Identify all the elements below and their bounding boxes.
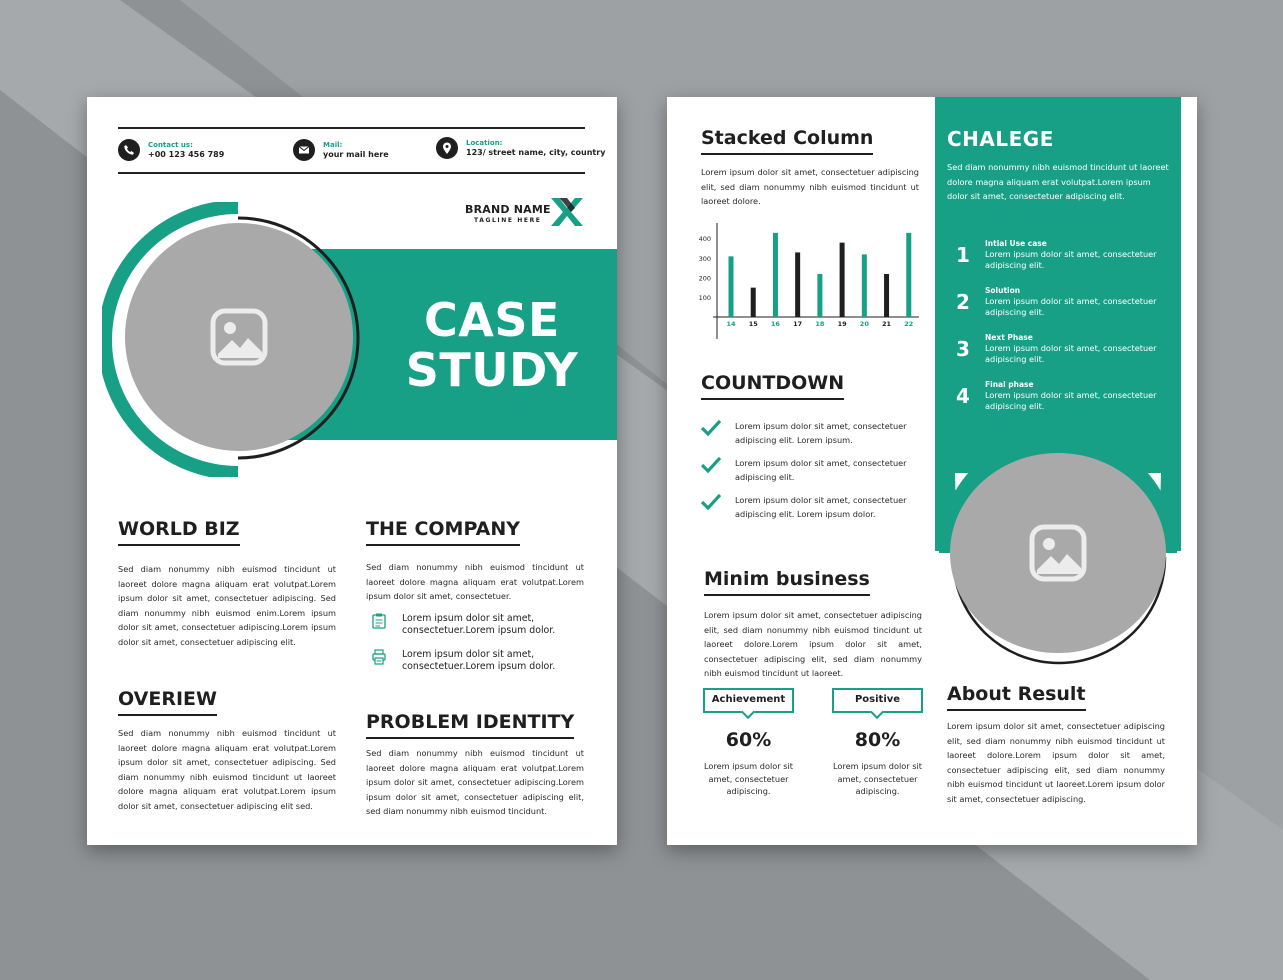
x-tick-label: 21 (882, 320, 892, 328)
step-1-title: Intial Use case (985, 239, 1047, 248)
bar (884, 274, 889, 317)
step-1-line1: Lorem ipsum dolor sit amet, consectetuer (985, 249, 1157, 259)
bar (840, 243, 845, 317)
company-bullet-1-line2: consectetuer.Lorem ipsum dolor. (402, 625, 556, 636)
company-bullet-2-line2: consectetuer.Lorem ipsum dolor. (402, 661, 556, 672)
hero-title-line2: STUDY (405, 343, 579, 397)
challenge-title: CHALEGE (947, 127, 1054, 151)
countdown-item-2-line2: adipiscing elit. (735, 472, 795, 482)
overview-text: Sed diam nonummy nibh euismod tincidunt ut laoreet dolore magna aliquam erat volutpat.Lorem ipsum dolor sit amet, consectetuer adipiscing. Sed diam nonummy nibh euismod tincidunt ut laoreet dolore magna aliquam erat volutpat.Lorem ipsum dolor sit amet, consectetuer adipiscing elit sed. (118, 728, 336, 811)
achievement-value: 60% (725, 729, 772, 751)
the-company-title: THE COMPANY (366, 518, 520, 546)
company-bullet-2-line1: Lorem ipsum dolor sit amet, (402, 649, 535, 660)
step-2-line2: adipiscing elit. (985, 306, 1045, 317)
countdown-item-1-line2: adipiscing elit. Lorem ipsum. (735, 435, 853, 445)
contact-mail-label: Mail: (323, 140, 343, 149)
countdown-item-3-line2: adipiscing elit. Lorem ipsum dolor. (735, 509, 876, 519)
step-1-number: 1 (956, 243, 970, 267)
x-tick-label: 16 (770, 320, 780, 328)
x-tick-label: 14 (726, 320, 736, 328)
challenge-text: Sed diam nonummy nibh euismod tincidunt ut laoreet dolore magna aliquam erat volutpat.Lorem ipsum dolor sit amet, consectetuer adipiscing elit. (947, 162, 1169, 201)
step-3-title: Next Phase (985, 333, 1033, 342)
bar (795, 252, 800, 317)
achievement-desc-line1: Lorem ipsum dolor sit (704, 761, 793, 771)
countdown-item-3-line1: Lorem ipsum dolor sit amet, consectetuer (735, 495, 907, 505)
x-tick-label: 20 (859, 320, 869, 328)
header-top-rule (118, 127, 585, 129)
minim-business-text: Lorem ipsum dolor sit amet, consectetuer adipiscing elit, sed diam nonummy nibh euismod tincidunt ut laoreet dolore.Lorem ipsum dolor sit amet, consectetuer adipiscing elit, sed diam nonummy nibh euismod tincidunt ut laoreet. (704, 610, 922, 678)
positive-value: 80% (854, 729, 901, 751)
step-1-text (985, 249, 1157, 270)
positive-desc-line3: adipiscing. (855, 786, 900, 796)
positive-desc-line2: amet, consectetuer (837, 773, 918, 784)
bar (862, 254, 867, 317)
countdown-item-1 (701, 419, 921, 447)
hero-title-line1: CASE (424, 293, 560, 347)
world-biz-text: Sed diam nonummy nibh euismod tincidunt ut laoreet dolore magna aliquam erat volutpat.Lorem ipsum dolor sit amet, consectetuer adipiscing. Sed diam nonummy nibh euismod enim.Lorem ipsum dolor sit amet, consectetuer adipiscing.Lorem ipsum dolor sit amet, consectetuer adipiscing elit. (118, 564, 336, 647)
positive-desc-line1: Lorem ipsum dolor sit (833, 761, 922, 771)
brochure-front-page (87, 97, 617, 845)
y-tick-label: 400 (698, 235, 711, 244)
brand-logo-icon (549, 196, 585, 228)
check-icon (701, 456, 721, 474)
contact-phone-value: +00 123 456 789 (148, 149, 225, 159)
x-tick-label: 19 (837, 320, 847, 328)
countdown-item-2 (701, 456, 921, 484)
countdown-item-1-line1: Lorem ipsum dolor sit amet, consectetuer (735, 421, 907, 431)
contact-location-value: 123/ street name, city, country (466, 147, 606, 157)
achievement-desc-line2: amet, consectetuer (708, 773, 789, 784)
step-2-number: 2 (956, 290, 970, 314)
phone-icon (118, 139, 140, 161)
bar-chart (695, 223, 927, 341)
company-bullet-1-line1: Lorem ipsum dolor sit amet, (402, 613, 535, 624)
company-bullet-2 (372, 649, 555, 673)
about-result-text: Lorem ipsum dolor sit amet, consectetuer adipiscing elit, sed diam nonummy nibh euismod tincidunt ut laoreet dolore.Lorem ipsum dolor sit amet, consectetuer adipiscing elit, sed diam nonummy nibh euismod tincidunt ut laoreet.Lorem ipsum dolor sit amet, consectetuer adipiscing. (947, 721, 1165, 804)
step-2-line1: Lorem ipsum dolor sit amet, consectetuer (985, 296, 1157, 306)
step-2-title: Solution (985, 286, 1021, 295)
x-tick-label: 22 (904, 320, 914, 328)
bar (751, 288, 756, 317)
contact-location-label: Location: (466, 138, 503, 147)
contact-mail (293, 139, 389, 161)
step-4-line2: adipiscing elit. (985, 400, 1045, 411)
location-pin-icon (436, 137, 458, 159)
stacked-column-text: Lorem ipsum dolor sit amet, consectetuer adipiscing elit, sed diam nonummy nibh euismod tincidunt ut laoreet dolore. (701, 167, 919, 206)
brochure-back-page (667, 97, 1197, 845)
x-tick-label: 17 (793, 320, 803, 328)
printer-icon (372, 649, 386, 665)
contact-location (436, 137, 605, 159)
bar (773, 233, 778, 317)
minim-business-title: Minim business (704, 568, 870, 596)
bar (906, 233, 911, 317)
check-icon (701, 419, 721, 437)
challenge-panel (935, 97, 1181, 473)
positive-label: Positive (832, 688, 923, 713)
check-icon (701, 493, 721, 511)
image-placeholder-icon (210, 308, 268, 366)
achievement-desc-line3: adipiscing. (726, 786, 771, 796)
achievement-label: Achievement (703, 688, 794, 713)
step-4-line1: Lorem ipsum dolor sit amet, consectetuer (985, 390, 1157, 400)
step-2-text (985, 296, 1157, 317)
step-4-number: 4 (956, 384, 970, 408)
overview-title: OVERIEW (118, 688, 217, 716)
step-1-line2: adipiscing elit. (985, 259, 1045, 270)
x-tick-label: 15 (748, 320, 758, 328)
y-tick-label: 200 (698, 274, 711, 283)
x-tick-label: 18 (815, 320, 825, 328)
mail-icon (293, 139, 315, 161)
step-3-line2: adipiscing elit. (985, 353, 1045, 364)
step-4-title: Final phase (985, 380, 1034, 389)
hero-title (387, 295, 597, 395)
brand-name: BRAND NAME (465, 203, 551, 216)
header-bottom-rule (118, 172, 585, 174)
problem-identity-title: PROBLEM IDENTITY (366, 711, 574, 739)
image-placeholder-icon (1029, 524, 1087, 582)
y-tick-label: 300 (698, 254, 711, 263)
stacked-column-title: Stacked Column (701, 127, 873, 155)
problem-identity-text: Sed diam nonummy nibh euismod tincidunt ut laoreet dolore magna aliquam erat volutpat.Lorem ipsum dolor sit amet, consectetuer adipiscing.Lorem ipsum dolor sit amet, consectetuer adipiscing elit, sed diam nonummy nibh euismod tincidunt. (366, 748, 584, 816)
bar (729, 256, 734, 317)
contact-phone (118, 139, 224, 161)
brand-tagline: TAGLINE HERE (474, 217, 542, 224)
countdown-item-3 (701, 493, 921, 521)
company-bullet-1 (372, 613, 555, 637)
step-3-text (985, 343, 1157, 364)
clipboard-icon (372, 613, 386, 629)
step-4-text (985, 390, 1157, 411)
y-tick-label: 100 (698, 293, 711, 302)
hero-photo (125, 223, 353, 451)
result-photo (950, 453, 1166, 653)
step-3-line1: Lorem ipsum dolor sit amet, consectetuer (985, 343, 1157, 353)
the-company-text: Sed diam nonummy nibh euismod tincidunt ut laoreet dolore magna aliquam erat volutpat.Lorem ipsum dolor sit amet, consectetuer. (366, 562, 584, 601)
step-3-number: 3 (956, 337, 970, 361)
about-result-title: About Result (947, 683, 1086, 711)
contact-mail-value: your mail here (323, 149, 389, 159)
world-biz-title: WORLD BIZ (118, 518, 240, 546)
bar (817, 274, 822, 317)
countdown-title: COUNTDOWN (701, 372, 844, 400)
countdown-item-2-line1: Lorem ipsum dolor sit amet, consectetuer (735, 458, 907, 468)
contact-phone-label: Contact us: (148, 140, 193, 149)
achievement-desc (693, 760, 804, 798)
positive-desc (822, 760, 933, 798)
